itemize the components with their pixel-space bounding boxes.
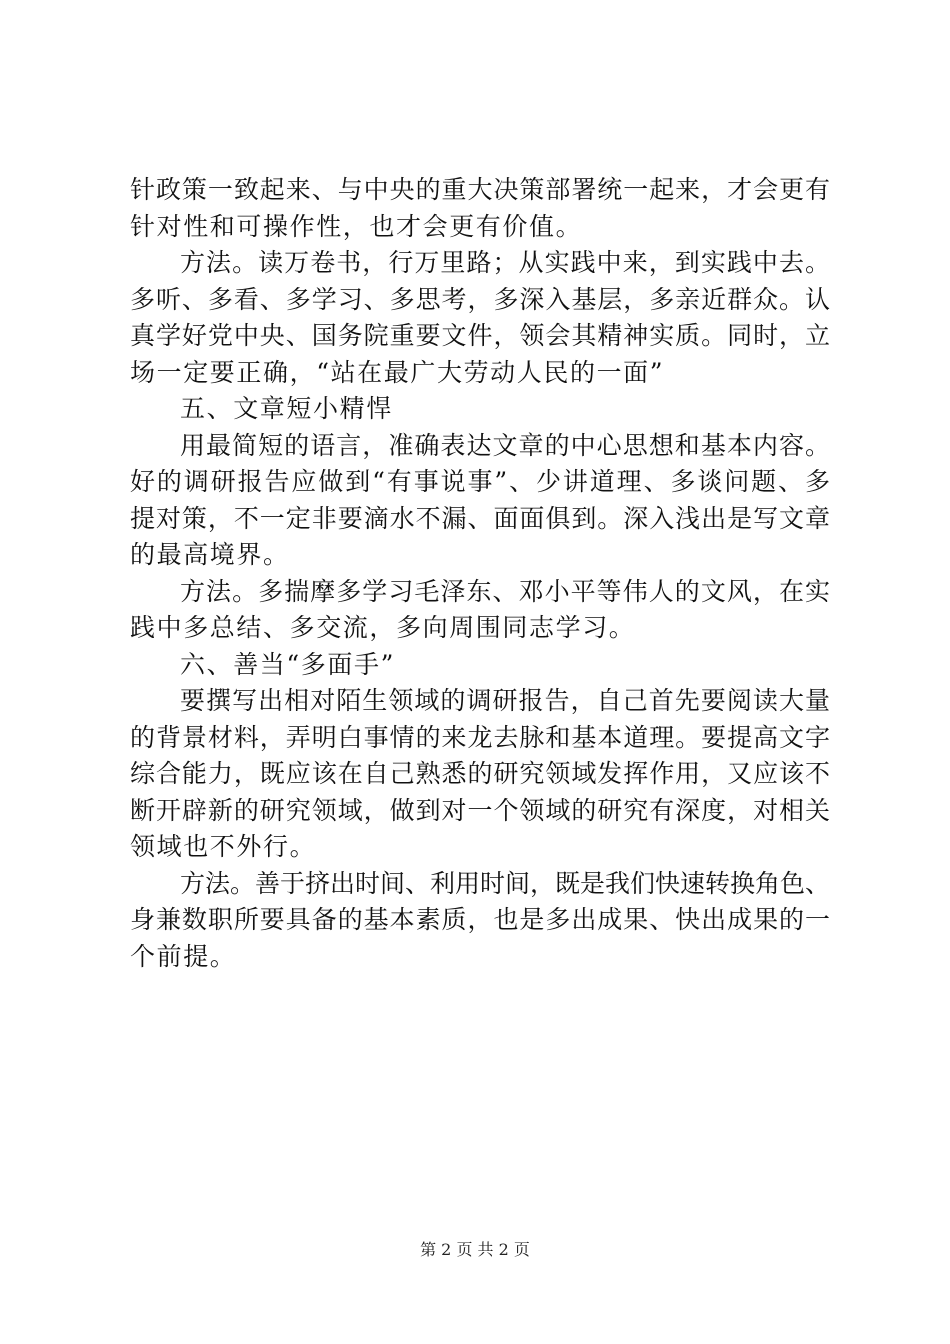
text-line: 要撰写出相对陌生领域的调研报告，自己首先要阅读大量 [180, 686, 830, 715]
text-line: 方法。读万卷书，行万里路；从实践中来，到实践中去。 [180, 248, 830, 277]
text-line: 的最高境界。 [130, 540, 290, 569]
text-line: 提对策，不一定非要滴水不漏、面面俱到。深入浅出是写文章 [130, 503, 830, 533]
text-line: 身兼数职所要具备的基本素质，也是多出成果、快出成果的一 [130, 905, 830, 934]
text-line: 的背景材料，弄明白事情的来龙去脉和基本道理。要提高文字 [130, 722, 830, 752]
text-line: 真学好党中央、国务院重要文件，领会其精神实质。同时，立 [130, 321, 830, 350]
page-footer: 第 2 页 共 2 页 [420, 1240, 530, 1259]
section-heading: 六、善当“多面手” [180, 649, 395, 679]
text-line: 多听、多看、多学习、多思考，多深入基层，多亲近群众。认 [130, 284, 830, 314]
text-line: 践中多总结、多交流，多向周围同志学习。 [130, 613, 636, 642]
text-line: 针政策一致起来、与中央的重大决策部署统一起来，才会更有 [130, 175, 830, 204]
text-line: 场一定要正确，“站在最广大劳动人民的一面” [130, 357, 665, 387]
text-line: 方法。多揣摩多学习毛泽东、邓小平等伟人的文风，在实 [180, 576, 830, 606]
section-heading: 五、文章短小精悍 [180, 394, 393, 423]
text-line: 综合能力，既应该在自己熟悉的研究领域发挥作用，又应该不 [130, 759, 830, 788]
text-line: 个前提。 [130, 941, 237, 971]
text-line: 领域也不外行。 [130, 832, 317, 861]
text-line: 方法。善于挤出时间、利用时间，既是我们快速转换角色、 [180, 868, 831, 898]
text-line: 用最简短的语言，准确表达文章的中心思想和基本内容。 [180, 430, 830, 460]
text-line: 好的调研报告应做到“有事说事”、少讲道理、多谈问题、多 [130, 467, 830, 496]
document-body [130, 172, 830, 975]
text-line: 针对性和可操作性，也才会更有价值。 [130, 211, 583, 241]
text-line: 断开辟新的研究领域，做到对一个领域的研究有深度，对相关 [130, 795, 830, 825]
